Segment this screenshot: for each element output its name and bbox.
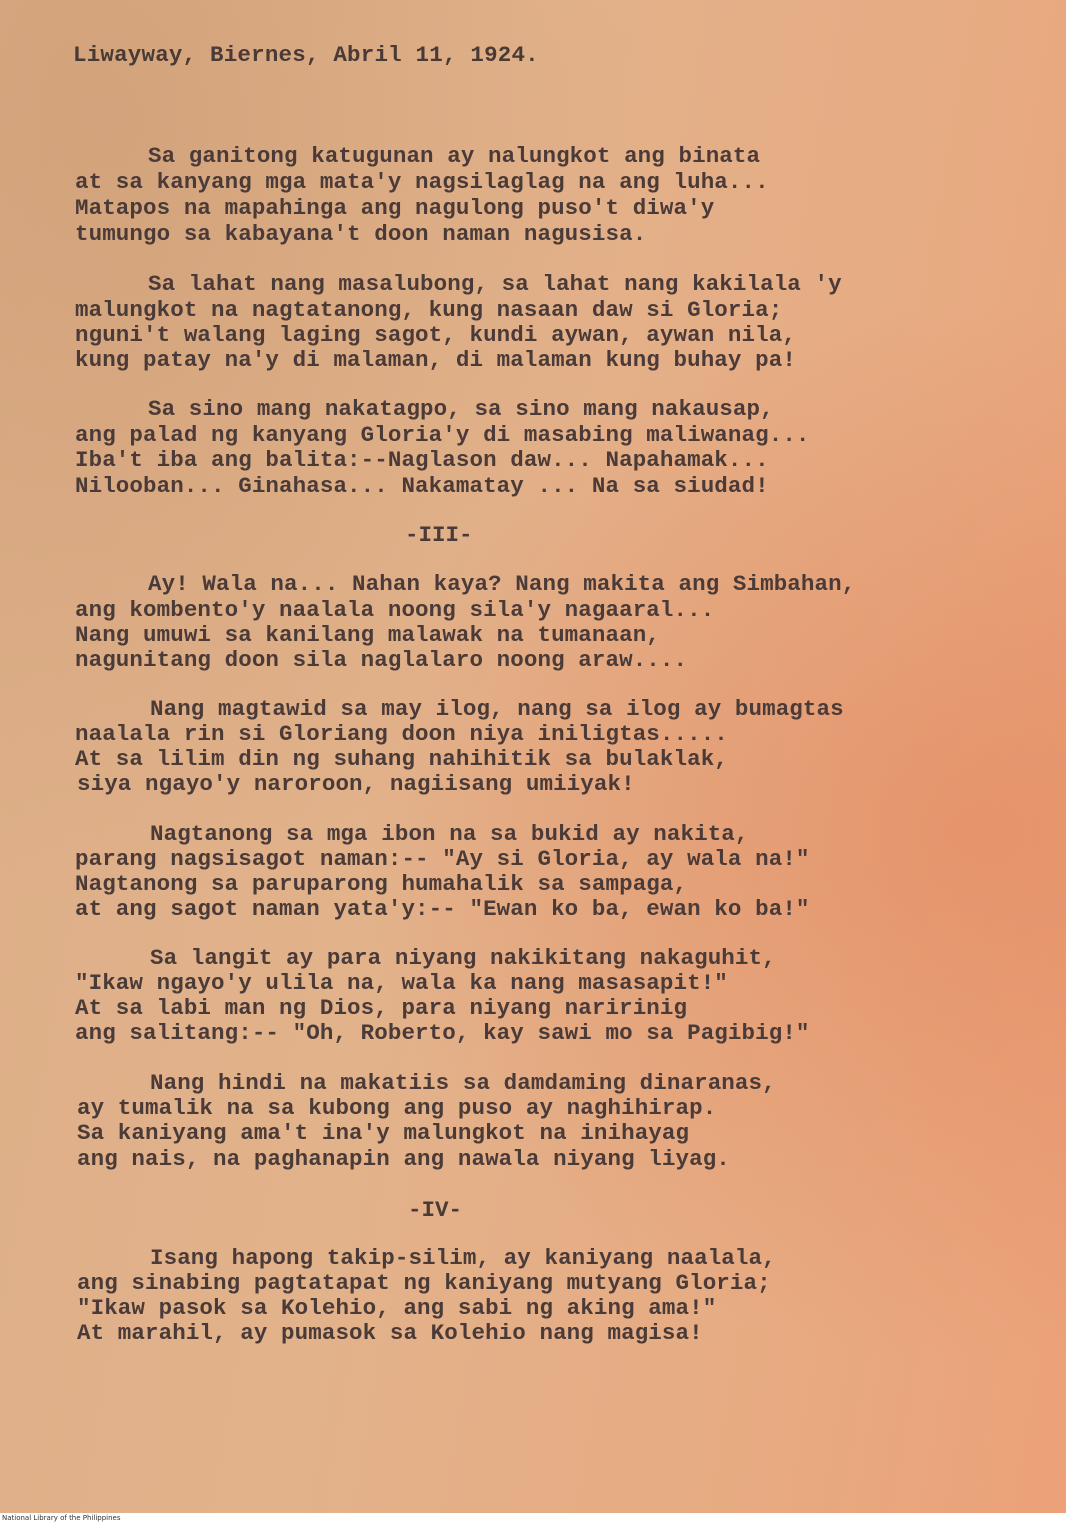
page-header: Liwayway, Biernes, Abril 11, 1924. <box>73 42 539 68</box>
poem-line: Nang hindi na makatiis sa damdaming dinaranas, <box>150 1070 776 1096</box>
poem-line: Nang umuwi sa kanilang malawak na tumanaan, <box>75 622 660 648</box>
poem-line: kung patay na'y di malaman, di malaman kung buhay pa! <box>75 347 796 373</box>
poem-line: ang sinabing pagtatapat ng kaniyang mutyang Gloria; <box>77 1270 771 1296</box>
poem-line: Nagtanong sa paruparong humahalik sa sampaga, <box>75 871 688 897</box>
poem-line: ang nais, na paghanapin ang nawala niyang liyag. <box>77 1146 730 1172</box>
poem-line: at ang sagot naman yata'y:-- "Ewan ko ba, ewan ko ba!" <box>75 896 810 922</box>
poem-line: Isang hapong takip-silim, ay kaniyang naalala, <box>150 1245 776 1271</box>
poem-line: Nilooban... Ginahasa... Nakamatay ... Na sa siudad! <box>75 473 769 499</box>
poem-line: Sa sino mang nakatagpo, sa sino mang nakausap, <box>148 396 774 422</box>
poem-line: tumungo sa kabayana't doon naman nagusisa. <box>75 221 647 247</box>
poem-line: Sa langit ay para niyang nakikitang nakaguhit, <box>150 945 776 971</box>
poem-line: ay tumalik na sa kubong ang puso ay naghihirap. <box>77 1095 717 1121</box>
poem-line: Sa ganitong katugunan ay nalungkot ang binata <box>148 143 761 169</box>
library-credit: National Library of the Philippines <box>2 1514 121 1522</box>
poem-line: At sa labi man ng Dios, para niyang naririnig <box>75 995 688 1021</box>
poem-line: ang salitang:-- "Oh, Roberto, kay sawi mo sa Pagibig!" <box>75 1020 810 1046</box>
poem-line: At sa lilim din ng suhang nahihitik sa bulaklak, <box>75 746 728 772</box>
poem-line: Nagtanong sa mga ibon na sa bukid ay nakita, <box>150 821 749 847</box>
poem-line: "Ikaw ngayo'y ulila na, wala ka nang masasapit!" <box>75 970 728 996</box>
poem-line: siya ngayo'y naroroon, nagiisang umiiyak! <box>77 771 635 797</box>
poem-line: parang nagsisagot naman:-- "Ay si Gloria, ay wala na!" <box>75 846 810 872</box>
poem-line: Sa kaniyang ama't ina'y malungkot na inihayag <box>77 1120 690 1146</box>
poem-line: Iba't iba ang balita:--Naglason daw... Napahamak... <box>75 447 769 473</box>
poem-line: Ay! Wala na... Nahan kaya? Nang makita ang Simbahan, <box>148 571 856 597</box>
poem-line: nagunitang doon sila naglalaro noong araw.... <box>75 647 688 673</box>
poem-line: "Ikaw pasok sa Kolehio, ang sabi ng aking ama!" <box>77 1295 717 1321</box>
poem-line: naalala rin si Gloriang doon niya iniligtas..... <box>75 721 728 747</box>
poem-line: At marahil, ay pumasok sa Kolehio nang magisa! <box>77 1320 703 1346</box>
poem-line: ang palad ng kanyang Gloria'y di masabing maliwanag... <box>75 422 810 448</box>
section-heading: -III- <box>405 522 473 548</box>
poem-line: malungkot na nagtatanong, kung nasaan daw si Gloria; <box>75 297 783 323</box>
poem-line: Sa lahat nang masalubong, sa lahat nang kakilala 'y <box>148 271 842 297</box>
poem-line: Matapos na mapahinga ang nagulong puso't diwa'y <box>75 195 715 221</box>
poem-line: ang kombento'y naalala noong sila'y nagaaral... <box>75 597 715 623</box>
poem-line: Nang magtawid sa may ilog, nang sa ilog ay bumagtas <box>150 696 844 722</box>
poem-line: at sa kanyang mga mata'y nagsilaglag na ang luha... <box>75 169 769 195</box>
poem-line: nguni't walang laging sagot, kundi aywan, aywan nila, <box>75 322 796 348</box>
section-heading: -IV- <box>408 1197 463 1223</box>
